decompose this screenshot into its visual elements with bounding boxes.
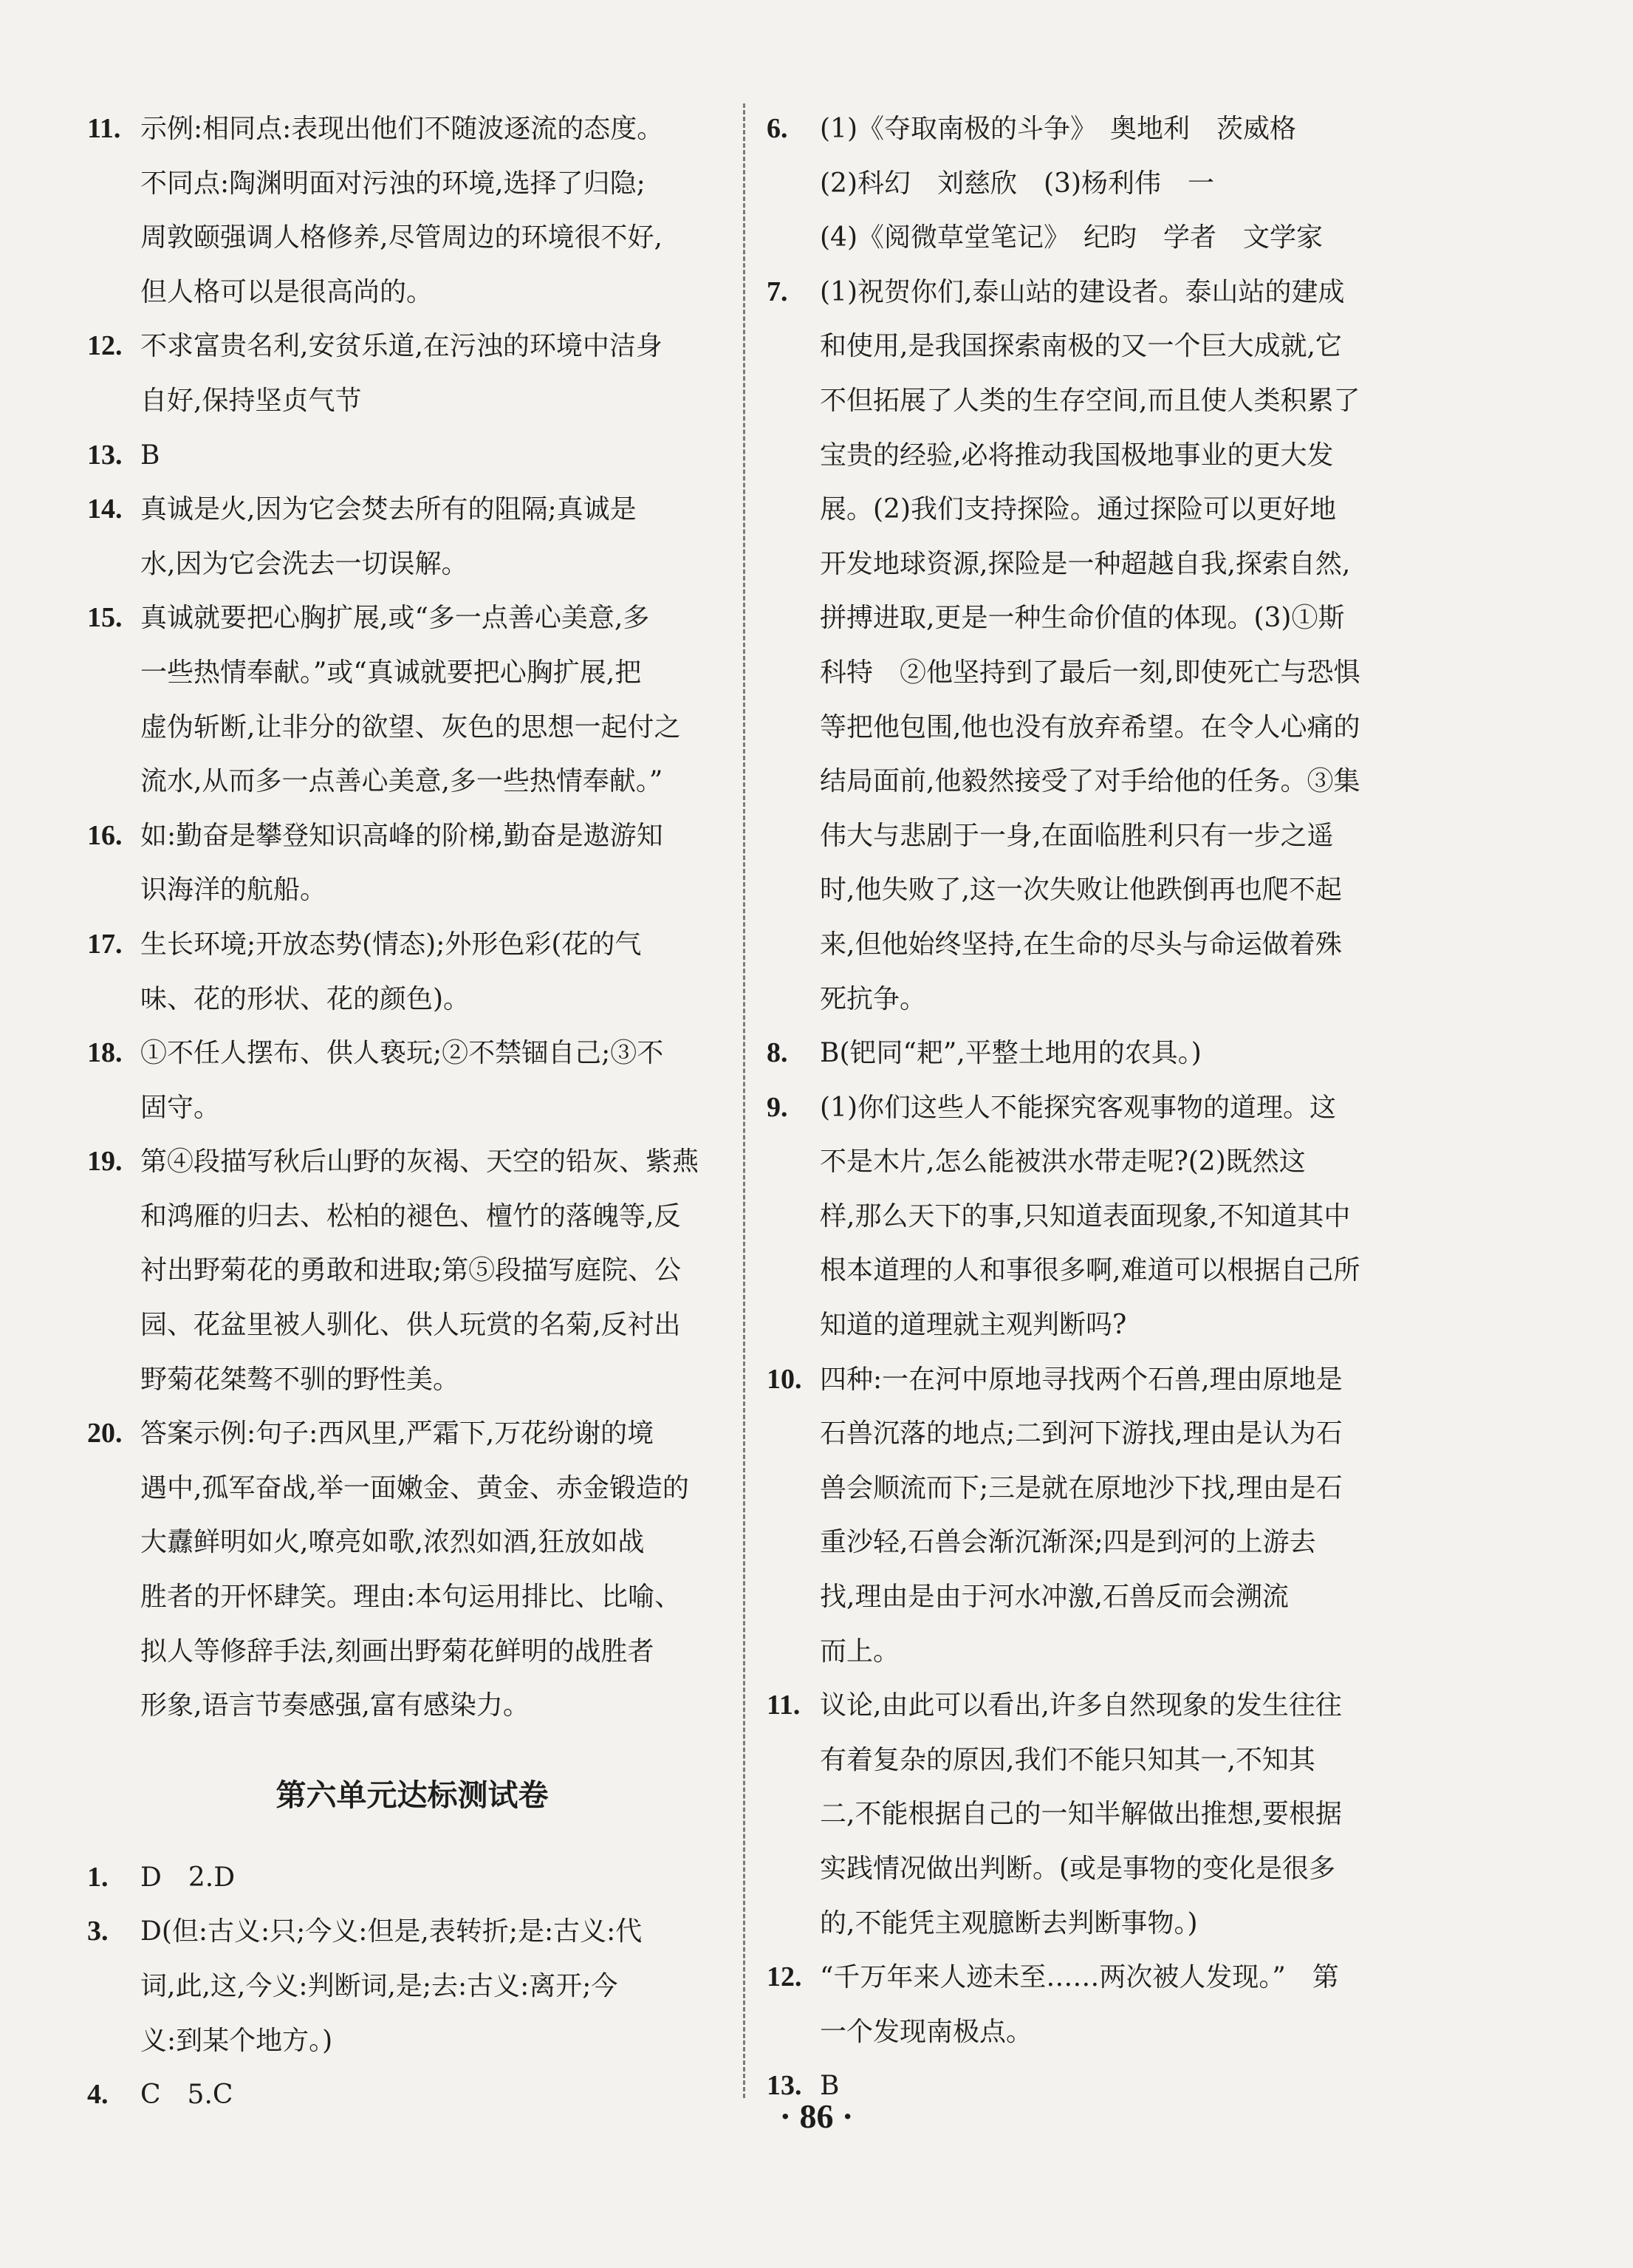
section-title: 第六单元达标测试卷 (275, 1777, 549, 1813)
answer-number: 6. (767, 113, 788, 144)
answer-number: 13. (87, 439, 123, 471)
answer-number: 11. (767, 1690, 801, 1721)
left-items-after (87, 1851, 737, 2122)
answer-item (87, 1905, 737, 2068)
answer-text-line: (1)《夺取南极的斗争》 奥地利 茨威格 (820, 114, 1296, 144)
answer-text-line: 答案示例:句子:西风里,严霜下,万花纷谢的境 (140, 1418, 654, 1449)
answer-text-line: 流水,从而多一点善心美意,多一些热情奉献。” (140, 766, 663, 797)
answer-item (87, 1851, 737, 1905)
answer-text-line: 遇中,孤军奋战,举一面嫩金、黄金、赤金锻造的 (140, 1472, 689, 1503)
answer-item (87, 428, 737, 483)
answer-number: 19. (87, 1146, 123, 1178)
answer-text-line: 根本道理的人和事很多啊,难道可以根据自己所 (820, 1255, 1360, 1286)
answer-text-line: 不是木片,怎么能被洪水带走呢?(2)既然这 (820, 1147, 1306, 1178)
answer-number: 11. (87, 113, 121, 144)
answer-number: 10. (767, 1363, 802, 1395)
answer-text-line: 开发地球资源,探险是一种超越自我,探索自然, (820, 548, 1351, 579)
answer-text-line: 实践情况做出判断。(或是事物的变化是很多 (820, 1854, 1336, 1884)
answer-text-line: C 5.C (140, 2080, 233, 2111)
answer-item (87, 809, 737, 918)
answer-number: 12. (767, 1961, 802, 1993)
answer-text-line: “千万年来人迹未至……两次被人发现。” 第 (820, 1962, 1339, 1993)
answer-text-line: 真诚是火,因为它会焚去所有的阻隔;真诚是 (140, 494, 637, 525)
answer-number: 18. (87, 1037, 123, 1069)
answer-text-line: 园、花盆里被人驯化、供人玩赏的名菊,反衬出 (140, 1310, 681, 1341)
answer-text-line: 宝贵的经验,必将推动我国极地事业的更大发 (820, 440, 1334, 471)
answer-text-line: 野菊花桀骜不驯的野性美。 (140, 1364, 460, 1395)
answer-text-line: 一些热情奉献。”或“真诚就要把心胸扩展,把 (140, 657, 642, 688)
answer-text-line: 重沙轻,石兽会渐沉渐深;四是到河的上游去 (820, 1527, 1316, 1558)
answer-text-line: B (140, 440, 160, 471)
answer-text-line: 拟人等修辞手法,刻画出野菊花鲜明的战胜者 (140, 1636, 654, 1667)
answer-text-line: 议论,由此可以看出,许多自然现象的发生往往 (820, 1690, 1342, 1721)
answer-text-line: (4)《阅微草堂笔记》 纪昀 学者 文学家 (820, 222, 1323, 253)
answer-item (87, 1407, 737, 1733)
answer-item (87, 1026, 737, 1135)
answer-text-line: B (820, 2071, 840, 2102)
answer-text-line: 识海洋的航船。 (140, 875, 327, 906)
answer-number: 1. (87, 1861, 109, 1893)
answer-text-line: 不同点:陶渊明面对污浊的环境,选择了归隐; (140, 168, 646, 199)
answer-text-line: 不求富贵名利,安贫乐道,在污浊的环境中洁身 (140, 331, 663, 362)
answer-text-line: 胜者的开怀肆笑。理由:本句运用排比、比喻、 (140, 1582, 682, 1613)
answer-text-line: 真诚就要把心胸扩展,或“多一点善心美意,多 (140, 603, 650, 634)
answer-text-line: 示例:相同点:表现出他们不随波逐流的态度。 (140, 114, 664, 144)
answer-text-line: 词,此,这,今义:判断词,是;去:古义:离开;今 (140, 1971, 618, 2001)
answer-text-line: 伟大与悲剧于一身,在面临胜利只有一步之遥 (820, 820, 1334, 851)
answer-text-line: 义:到某个地方。) (140, 2025, 333, 2056)
answer-item (87, 319, 737, 428)
answer-text-line: 兽会顺流而下;三是就在原地沙下找,理由是石 (820, 1472, 1343, 1503)
answer-text-line: (1)你们这些人不能探究客观事物的道理。这 (820, 1092, 1336, 1123)
answer-number: 16. (87, 819, 123, 851)
answer-text-line: 知道的道理就主观判断吗? (820, 1310, 1127, 1341)
answer-text-line: 死抗争。 (820, 983, 927, 1014)
answer-text-line: 来,但他始终坚持,在生命的尽头与命运做着殊 (820, 929, 1342, 960)
answer-text-line: 展。(2)我们支持探险。通过探险可以更好地 (820, 494, 1336, 525)
answer-text-line: 周敦颐强调人格修养,尽管周边的环境很不好, (140, 222, 663, 253)
answer-text-line: 衬出野菊花的勇敢和进取;第⑤段描写庭院、公 (140, 1255, 682, 1286)
left-items-before (87, 102, 737, 1733)
answer-text-line: 石兽沉落的地点;二到河下游找,理由是认为石 (820, 1418, 1343, 1449)
answer-item (767, 1678, 1454, 1950)
answer-text-line: 不但拓展了人类的生存空间,而且使人类积累了 (820, 385, 1360, 416)
answer-text-line: 生长环境;开放态势(情态);外形色彩(花的气 (140, 929, 642, 960)
answer-text-line: 时,他失败了,这一次失败让他跌倒再也爬不起 (820, 875, 1342, 906)
right-column (767, 102, 1454, 2114)
column-divider (743, 103, 745, 2098)
answer-text-line: 和使用,是我国探索南极的又一个巨大成就,它 (820, 331, 1342, 362)
answer-text-line: 的,不能凭主观臆断去判断事物。) (820, 1907, 1198, 1939)
answer-text-line: 科特 ②他坚持到了最后一刻,即使死亡与恐惧 (820, 657, 1360, 688)
answer-text-line: 而上。 (820, 1636, 900, 1667)
answer-text-line: 形象,语言节奏感强,富有感染力。 (140, 1690, 530, 1721)
answer-item (767, 1026, 1454, 1081)
answer-text-line: 味、花的形状、花的颜色)。 (140, 983, 470, 1014)
answer-number: 12. (87, 330, 123, 362)
right-items (767, 102, 1454, 2114)
answer-number: 20. (87, 1418, 123, 1449)
answer-text-line: 二,不能根据自己的一知半解做出推想,要根据 (820, 1799, 1342, 1830)
answer-item (87, 918, 737, 1026)
page-number: · 86 · (779, 2097, 854, 2135)
answer-item (87, 102, 737, 319)
answer-text-line: B(钯同“耙”,平整土地用的农具。) (820, 1038, 1202, 1069)
answer-text-line: 如:勤奋是攀登知识高峰的阶梯,勤奋是遨游知 (140, 820, 663, 851)
answer-text-line: 找,理由是由于河水冲激,石兽反而会溯流 (820, 1582, 1289, 1613)
answer-text-line: 结局面前,他毅然接受了对手给他的任务。③集 (820, 766, 1360, 797)
left-column (87, 102, 737, 2122)
answer-text-line: (2)科幻 刘慈欣 (3)杨利伟 一 (820, 168, 1214, 199)
answer-text-line: 自好,保持坚贞气节 (140, 385, 362, 416)
answer-text-line: 但人格可以是很高尚的。 (140, 276, 434, 307)
answer-text-line: 样,那么天下的事,只知道表面现象,不知道其中 (820, 1200, 1351, 1232)
answer-number: 7. (767, 276, 788, 307)
answer-text-line: 水,因为它会洗去一切误解。 (140, 548, 468, 579)
answer-number: 13. (767, 2070, 802, 2102)
answer-text-line: 第④段描写秋后山野的灰褐、天空的铅灰、紫燕 (140, 1147, 699, 1178)
answer-number: 4. (87, 2079, 109, 2111)
answer-number: 9. (767, 1091, 788, 1123)
answer-number: 15. (87, 602, 123, 634)
answer-number: 8. (767, 1037, 788, 1069)
answer-text-line: 虚伪斩断,让非分的欲望、灰色的思想一起付之 (140, 711, 681, 742)
answer-text-line: 拼搏进取,更是一种生命价值的体现。(3)①斯 (820, 603, 1345, 634)
answer-text-line: ①不任人摆布、供人亵玩;②不禁锢自己;③不 (140, 1038, 664, 1069)
answer-text-line: 四种:一在河中原地寻找两个石兽,理由原地是 (820, 1364, 1343, 1395)
answer-item (767, 102, 1454, 265)
answer-text-line: 大纛鲜明如火,嘹亮如歌,浓烈如酒,狂放如战 (140, 1527, 645, 1558)
answer-text-line: 有着复杂的原因,我们不能只知其一,不知其 (820, 1744, 1315, 1775)
answer-number: 14. (87, 493, 123, 525)
answer-item (767, 1353, 1454, 1679)
answer-item (87, 591, 737, 808)
answer-text-line: 一个发现南极点。 (820, 2016, 1033, 2047)
answer-number: 3. (87, 1916, 109, 1947)
answer-item (87, 482, 737, 591)
answer-text-line: (1)祝贺你们,泰山站的建设者。泰山站的建成 (820, 276, 1345, 307)
answer-item (767, 1081, 1454, 1353)
answer-item (87, 1135, 737, 1407)
answer-number: 17. (87, 928, 123, 960)
answer-text-line: 等把他包围,他也没有放弃希望。在令人心痛的 (820, 711, 1360, 742)
answer-item (767, 265, 1454, 1026)
answer-item (767, 1950, 1454, 2059)
answer-text-line: D(但:古义:只;今义:但是,表转折;是:古义:代 (140, 1916, 643, 1947)
answer-text-line: 固守。 (140, 1092, 221, 1123)
answer-text-line: D 2.D (140, 1862, 236, 1893)
answer-text-line: 和鸿雁的归去、松柏的褪色、檀竹的落魄等,反 (140, 1200, 681, 1232)
